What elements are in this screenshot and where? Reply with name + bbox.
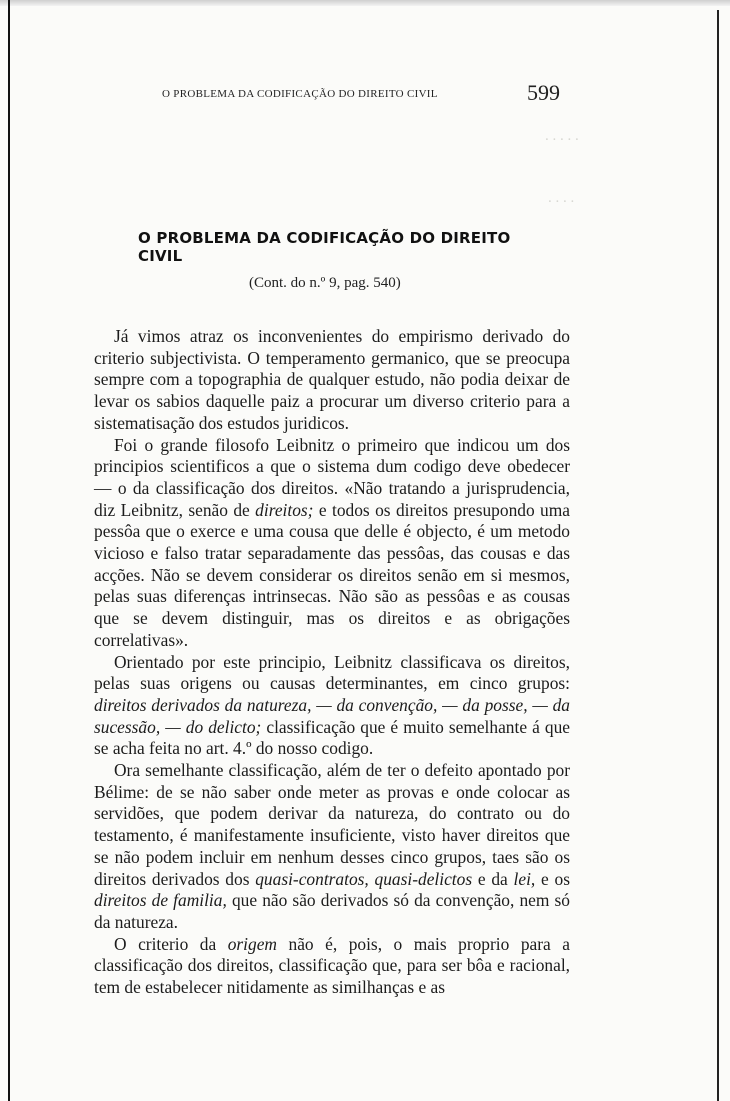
continuation-note: (Cont. do n.º 9, pag. 540) (249, 275, 401, 291)
paragraph-5-italic: origem (227, 933, 277, 954)
paragraph-2-text: Foi o grande filosofo Leibnitz o primeiro que indicou um dos principios scientificos a que o sistema dum codigo deve obedecer — o da classificação dos direitos. «Não tratando a jurisprudencia, diz Leibnitz, senão de (94, 434, 570, 520)
article-title: O PROBLEMA DA CODIFICAÇÃO DO DIREITO CIVIL (138, 229, 511, 265)
paragraph-1 (94, 326, 570, 435)
page-right-edge (717, 10, 719, 1101)
paragraph-3 (94, 652, 570, 761)
paragraph-4 (94, 760, 570, 934)
paragraph-3-italic: direitos derivados da natureza, — da convenção, — da posse, — da sucessão, — do delicto; (94, 694, 570, 737)
article-body (94, 326, 570, 999)
paragraph-4-text: Ora semelhante classificação, além de ter o defeito apontado por Bélime: de se não saber onde meter as provas e onde colocar as servidões, que podem derivar da natureza, do contrato ou do testamento, é manifestamente insuficiente, visto haver direitos que se não podem incluir em nenhum desses cinco grupos, taes são os direitos derivados dos (94, 760, 570, 889)
paragraph-4-italic-quasi: quasi-contratos, quasi-delictos (255, 868, 473, 889)
page-number: 599 (527, 80, 560, 105)
paragraph-4-text-cont3: que não são derivados só da convenção, nem só da natureza. (94, 890, 571, 932)
running-head: O PROBLEMA DA CODIFICAÇÃO DO DIREITO CIVIL (162, 88, 438, 100)
paragraph-1-text: Já vimos atraz os inconvenientes do empirismo derivado do criterio subjectivista. O temperamento germanico, que se preocupa sempre com a topographia de qualquer estudo, não podia deixar de levar os sabios daquelle paiz a procurar um diverso criterio para a sistematisação dos estudos juridicos. (94, 326, 570, 433)
bleed-through-shadow: . . . . . (545, 128, 579, 144)
paragraph-3-text-cont: classificação que é muito semelhante á que se acha feita no art. 4.º do nosso codigo. (94, 716, 570, 759)
paragraph-5-text: O criterio da (114, 933, 228, 954)
paragraph-4-text-cont: e da (472, 868, 514, 889)
bleed-through-shadow: . . . . (548, 190, 575, 206)
paragraph-2 (94, 435, 570, 652)
page-left-edge (8, 0, 10, 1101)
paragraph-3-text: Orientado por este principio, Leibnitz classificava os direitos, pelas suas origens ou causas determinantes, em cinco grupos: (94, 651, 570, 694)
paragraph-2-text-cont: e todos os direitos presupondo uma pessôa que o exerce e uma cousa que delle é objecto, é um metodo vicioso e falso tratar separadamente das pessôas, das cousas e das acções. Não se devem considerar os direitos senão em si mesmos, pelas suas diferenças intrinsecas. Não são as pessôas e as cousas que se devem distinguir, mas os direitos e as obrigações correlativas». (94, 499, 570, 650)
paragraph-4-italic-familia: direitos de familia, (94, 890, 227, 911)
paragraph-5 (94, 934, 570, 999)
paragraph-2-italic: direitos; (255, 499, 314, 520)
page-top-shadow (0, 0, 730, 6)
paragraph-4-text-cont2: e os (535, 868, 570, 889)
paragraph-4-italic-lei: lei, (513, 868, 536, 889)
paragraph-5-text-cont: não é, pois, o mais proprio para a classificação dos direitos, classificação que, para ser bôa e racional, tem de estabelecer nitidamente as similhanças e as (94, 933, 570, 998)
